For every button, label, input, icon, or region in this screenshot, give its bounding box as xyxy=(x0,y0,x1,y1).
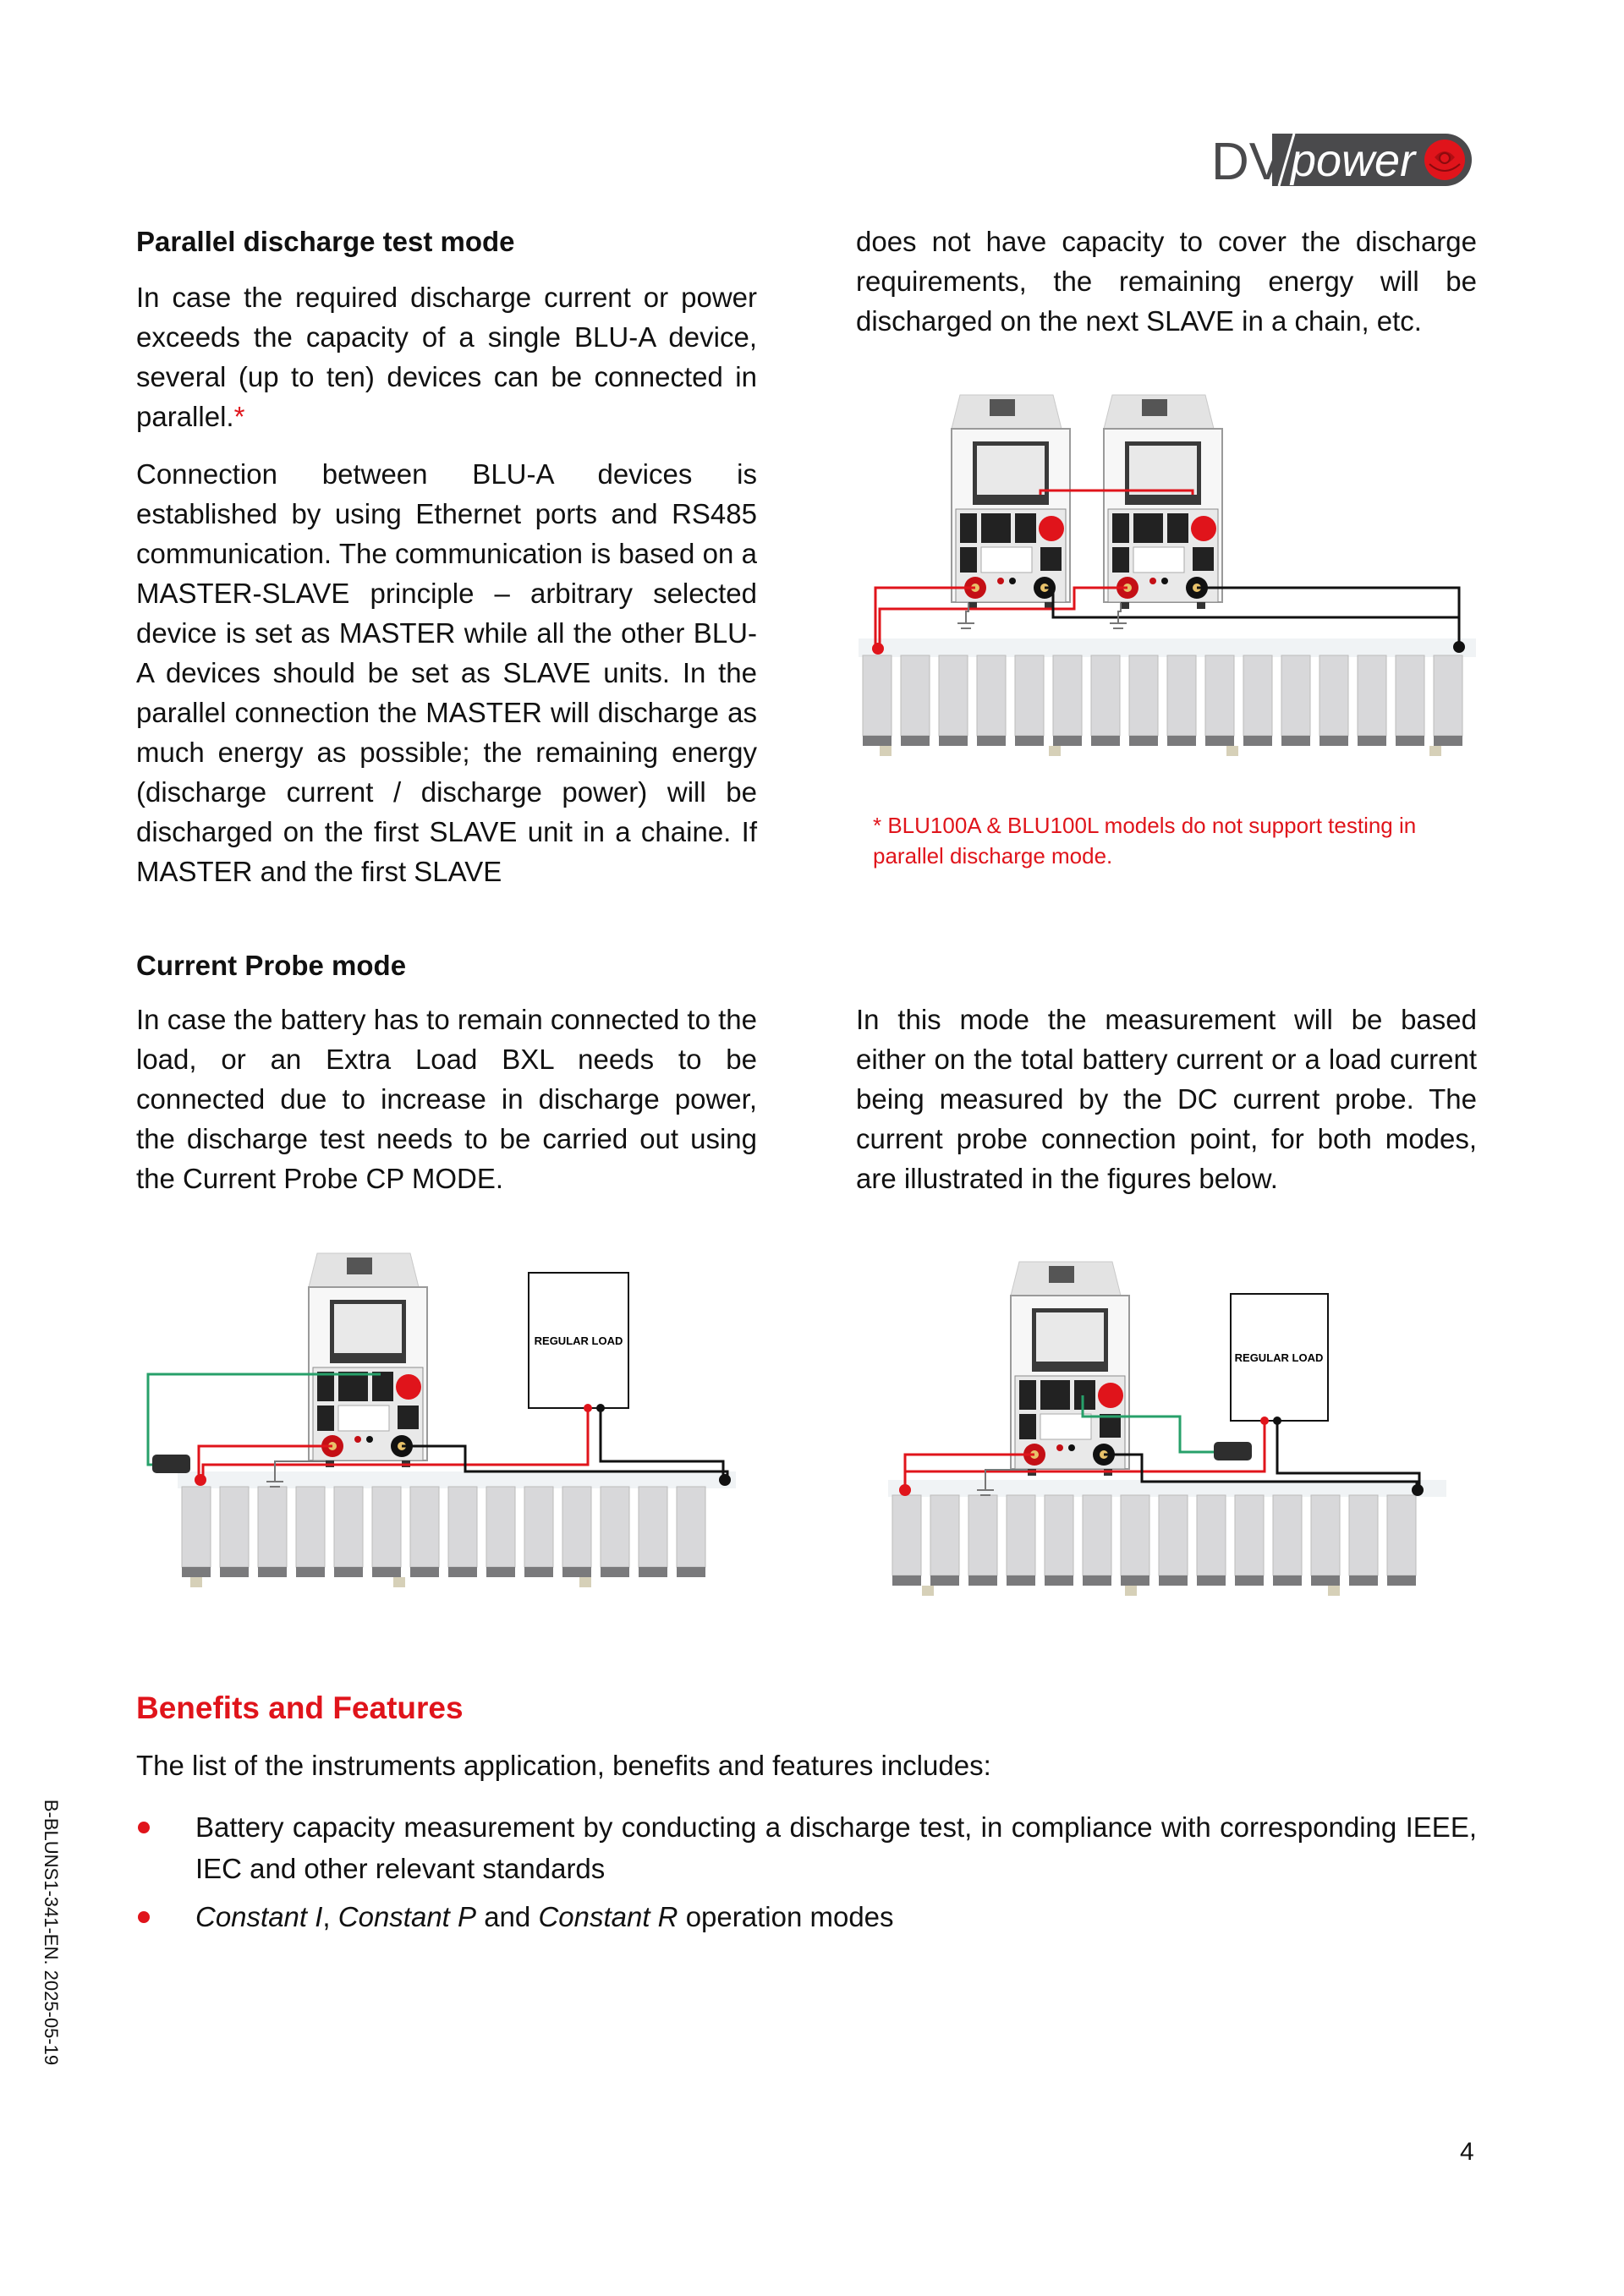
parallel-para1-text: In case the required discharge current or power exceeds the capacity of a single BLU-A device, several (up to ten) devices can be connected in parallel. xyxy=(136,282,757,432)
current-probe-figure-battery xyxy=(140,1243,757,1598)
page-number: 4 xyxy=(1460,2138,1474,2166)
logo-dv: DV xyxy=(1211,133,1285,191)
current-probe-para-right: In this mode the measurement will be based either on the total battery current or a load current being measured by the DC current probe. The current probe connection point, for both modes, are illustrated in the figures below. xyxy=(856,1004,1477,1194)
regular-load-label: REGULAR LOAD xyxy=(534,1334,623,1347)
parallel-footnote: * BLU100A & BLU100L models do not support testing in parallel discharge mode. xyxy=(873,813,1417,869)
benefit-text: Battery capacity measurement by conducting a discharge test, in compliance with corresponding IEEE, IEC and other relevant standards xyxy=(195,1811,1477,1884)
current-probe-heading: Current Probe mode xyxy=(136,950,407,981)
logo-power: power xyxy=(1291,135,1416,186)
constant-p: Constant P xyxy=(337,1901,477,1932)
benefits-list xyxy=(136,1806,1477,1944)
document-code xyxy=(25,1793,76,2072)
separator: , xyxy=(322,1901,338,1932)
benefits-intro: The list of the instruments application, benefits and features includes: xyxy=(136,1750,991,1781)
benefit-text: operation modes xyxy=(678,1901,894,1932)
parallel-para2: Connection between BLU-A devices is established by using Ethernet ports and RS485 communication. The communication is based on a MASTER-SLAVE principle – arbitrary selected device is set as MASTER while all the other BLU-A devices should be set as SLAVE units. In the parallel connection the MASTER will discharge as much energy as possible; the remaining energy (discharge current / discharge power) will be discharged on the first SLAVE unit in a chaine. If MASTER and the first SLAVE xyxy=(136,458,757,887)
dvpower-logo xyxy=(1211,127,1473,193)
separator: and xyxy=(476,1901,539,1932)
benefit-item xyxy=(136,1896,1477,1937)
current-probe-para-left: In case the battery has to remain connected to the load, or an Extra Load BXL needs to be connected due to increase in discharge power, the discharge test needs to be carried out using the Current Probe CP MODE. xyxy=(136,1004,757,1194)
benefit-item xyxy=(136,1806,1477,1889)
regular-load-label: REGULAR LOAD xyxy=(1234,1351,1324,1364)
parallel-para1 xyxy=(136,277,757,436)
benefits-heading: Benefits and Features xyxy=(136,1690,464,1725)
document-code-text: B-BLUNS1-341-EN. 2025-05-19 xyxy=(41,1799,62,2066)
constant-i: Constant I xyxy=(195,1901,323,1932)
constant-r: Constant R xyxy=(538,1901,678,1932)
footnote-marker: * xyxy=(233,401,245,432)
rose-icon xyxy=(1424,140,1465,180)
current-probe-icon xyxy=(1214,1442,1252,1460)
current-probe-icon xyxy=(152,1455,190,1473)
bullet-icon xyxy=(138,1822,150,1833)
current-probe-figure-load xyxy=(880,1252,1455,1607)
parallel-heading: Parallel discharge test mode xyxy=(136,226,515,257)
bullet-icon xyxy=(138,1911,150,1923)
battery-bank xyxy=(863,655,1462,746)
parallel-connection-figure xyxy=(854,385,1480,761)
parallel-para2-continued: does not have capacity to cover the discharge requirements, the remaining energy will be discharged on the next SLAVE in a chain, etc. xyxy=(856,226,1477,337)
ground-icon xyxy=(957,603,1127,628)
